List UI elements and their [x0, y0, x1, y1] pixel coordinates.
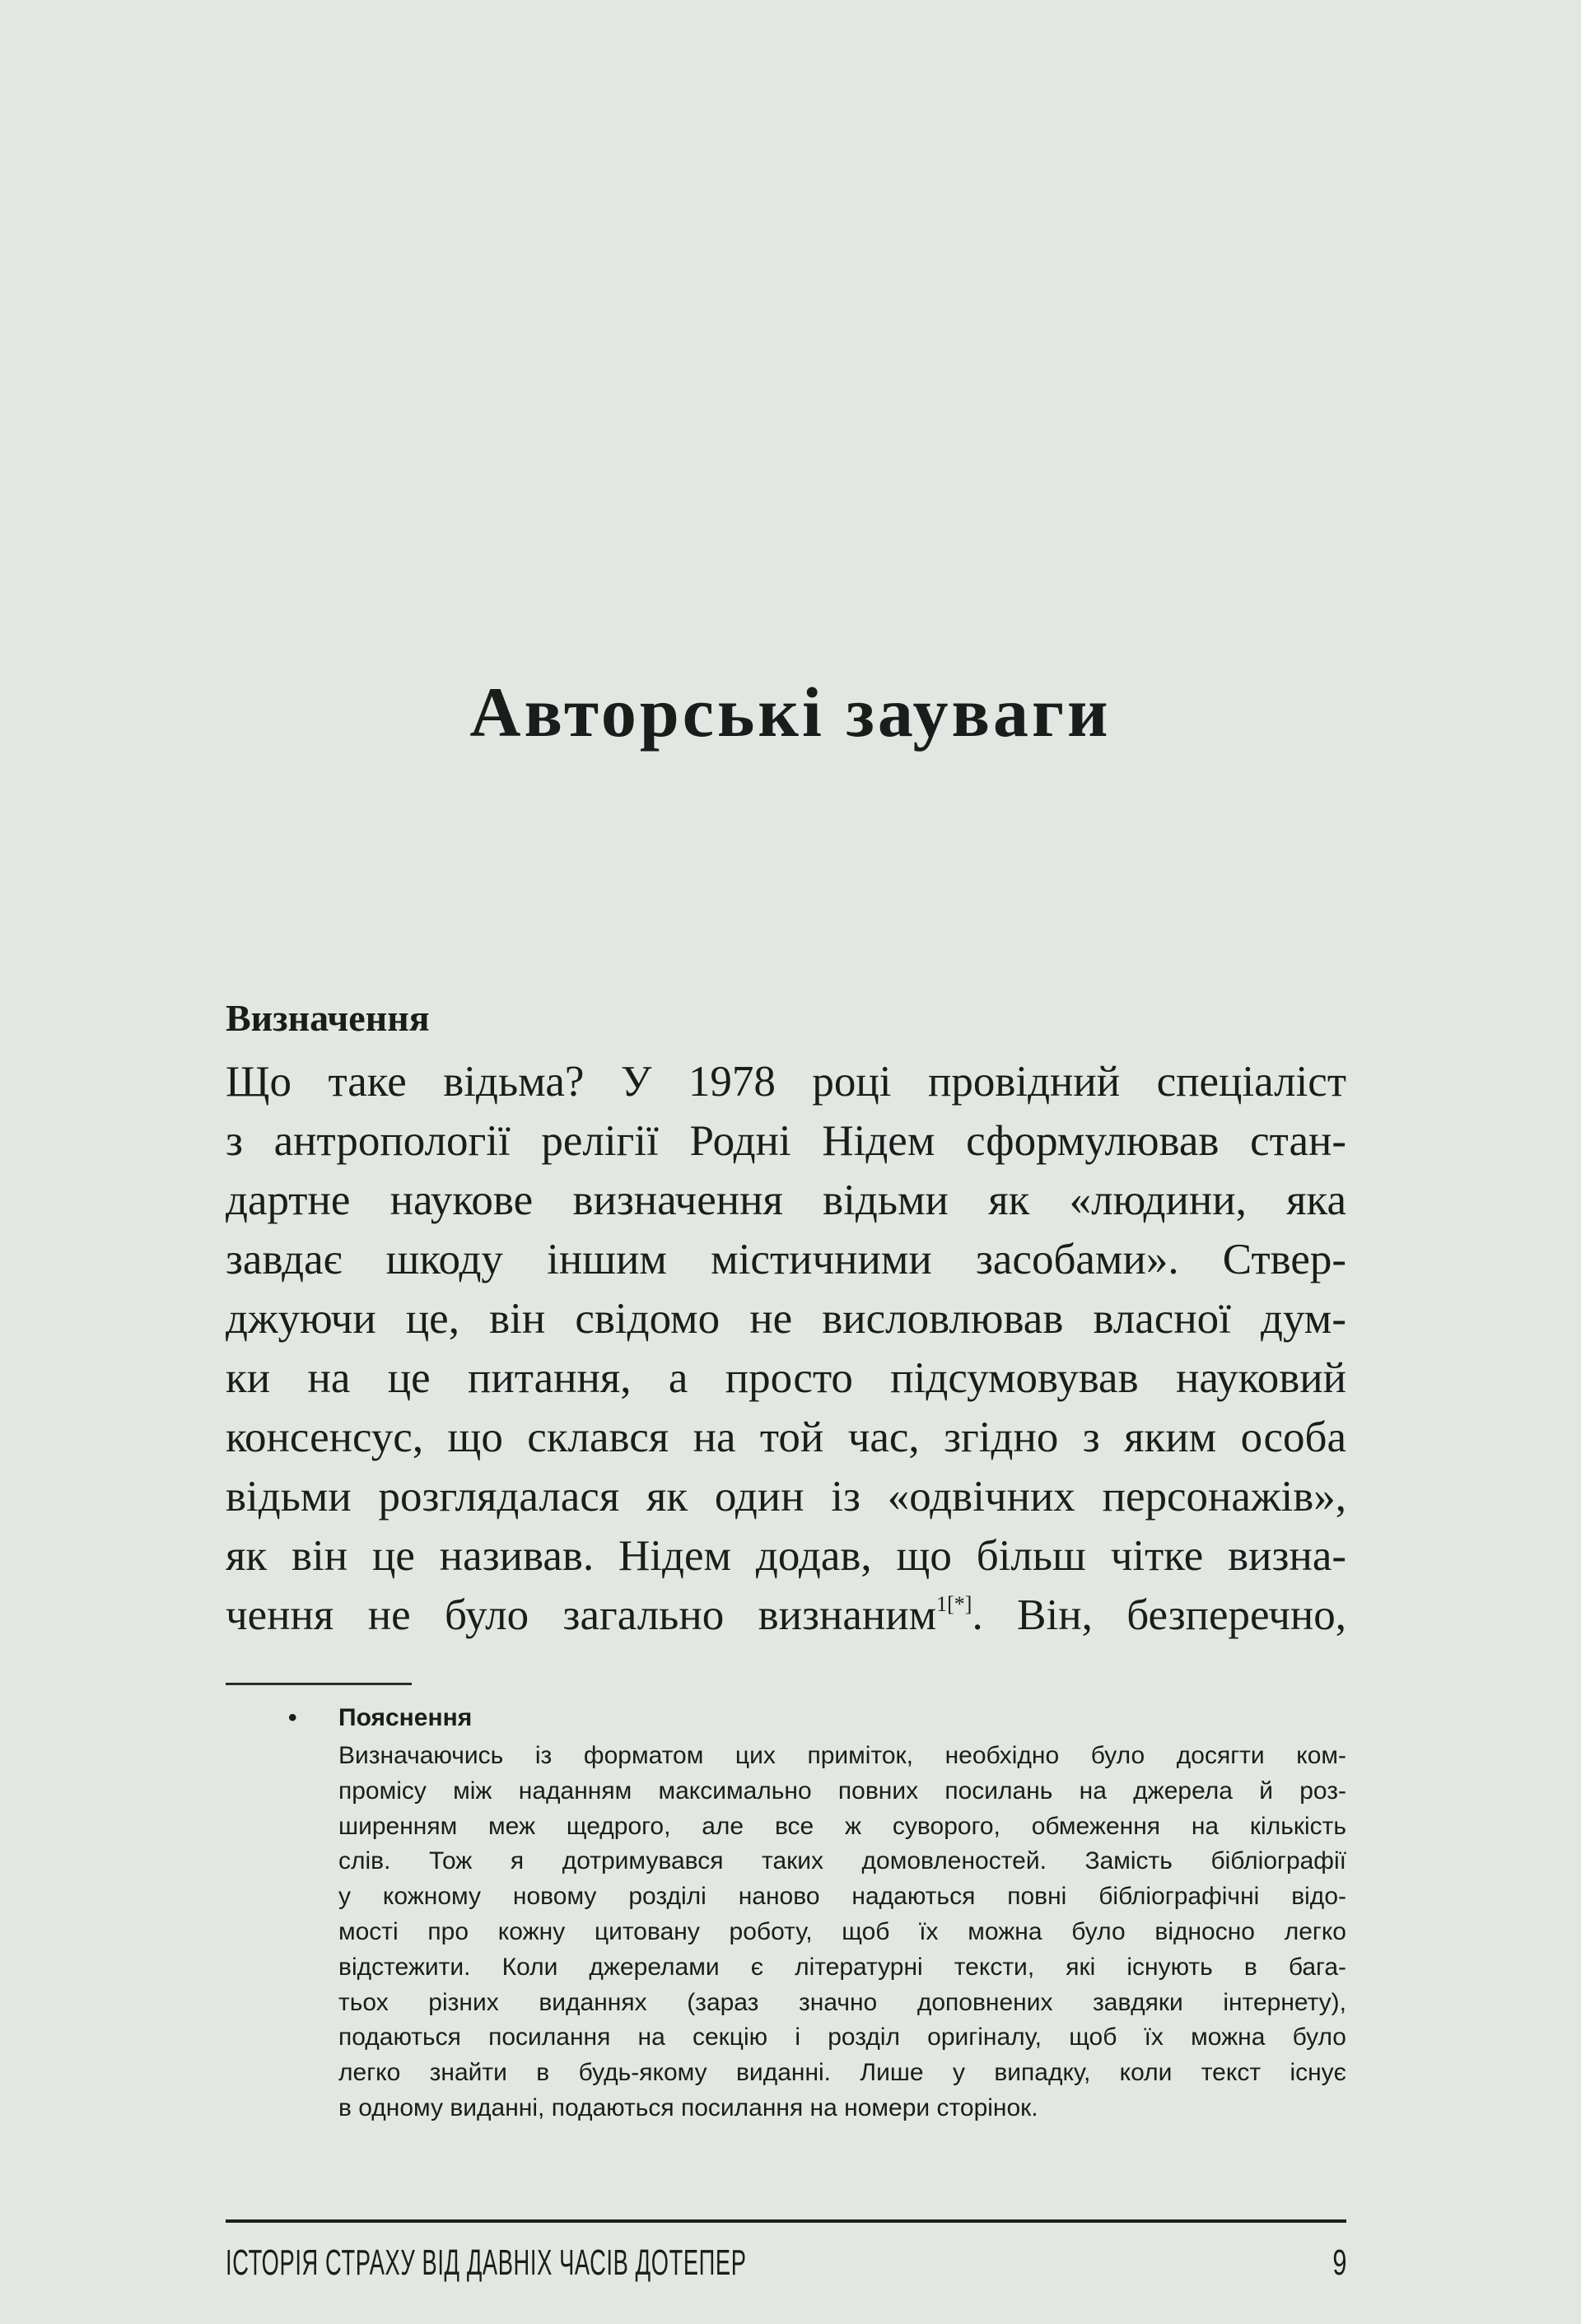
footnote-line: в одному виданні, подаються посилання на номери сторінок.: [338, 2093, 1038, 2121]
footnote-marker: •: [288, 1704, 297, 1731]
body-line-last: [226, 1586, 1346, 1645]
footnote-line: подаються посилання на секцію і розділ оригіналу, щоб їх можна було: [338, 2024, 1346, 2052]
body-text: [226, 1052, 1346, 1645]
footer-divider: [226, 2219, 1346, 2223]
footnote-heading: Пояснення: [338, 1704, 473, 1731]
body-line: Що таке відьма? У 1978 році провідний спеціаліст: [226, 1058, 1346, 1106]
body-line: як він це називав. Нідем додав, що більш чітке визна-: [226, 1532, 1346, 1580]
body-line: завдає шкоду іншим містичними засобами». Ствер-: [226, 1236, 1346, 1283]
footnote-line: легко знайти в будь-якому виданні. Лише у випадку, коли текст існує: [338, 2059, 1346, 2087]
footnote-line: промісу між наданням максимально повних посилань на джерела й роз-: [338, 1777, 1346, 1805]
footnote-divider: [226, 1683, 412, 1685]
body-line: джуючи це, він свідомо не висловлював власної дум-: [226, 1295, 1346, 1343]
footnote-line: слів. Тож я дотримувався таких домовленостей. Замість бібліографії: [338, 1847, 1346, 1875]
chapter-title: Авторські зауваги: [469, 673, 1112, 752]
body-line: дартне наукове визначення відьми як «людини, яка: [226, 1176, 1346, 1224]
footnote-text: [338, 1739, 1346, 2126]
footnote-line: відстежити. Коли джерелами є літературні тексти, які існують в бага-: [338, 1953, 1346, 1981]
page-number: 9: [1331, 2242, 1346, 2283]
footnote-reference[interactable]: 1[*]: [936, 1592, 972, 1616]
body-text-before-ref: чення не було загально визнаним: [226, 1591, 937, 1639]
body-line: з антропології релігії Родні Нідем сформулював стан-: [226, 1117, 1346, 1165]
footnote-line: тьох різних виданнях (зараз значно доповнених завдяки інтернету),: [338, 1988, 1346, 2016]
body-line: консенсус, що склався на той час, згідно з яким особа: [226, 1413, 1346, 1461]
footnote-line: у кожному новому розділі наново надаються повні бібліографічні відо-: [338, 1883, 1346, 1911]
body-line: відьми розглядалася як один із «одвічних персонажів»,: [226, 1473, 1346, 1521]
section-heading: Визначення: [226, 997, 430, 1039]
body-text-after-ref: . Він, безперечно,: [972, 1591, 1346, 1639]
footnote-line: Визначаючись із форматом цих приміток, необхідно було досягти ком-: [338, 1742, 1346, 1769]
body-line: ки на це питання, а просто підсумовував науковий: [226, 1354, 1346, 1402]
footnote-line: ширенням меж щедрого, але все ж суворого, обмеження на кількість: [338, 1812, 1346, 1840]
footnote-line: мості про кожну цитовану роботу, щоб їх можна було відносно легко: [338, 1917, 1346, 1945]
running-footer-title: ІСТОРІЯ СТРАХУ ВІД ДАВНІХ ЧАСІВ ДОТЕПЕР: [226, 2242, 747, 2283]
